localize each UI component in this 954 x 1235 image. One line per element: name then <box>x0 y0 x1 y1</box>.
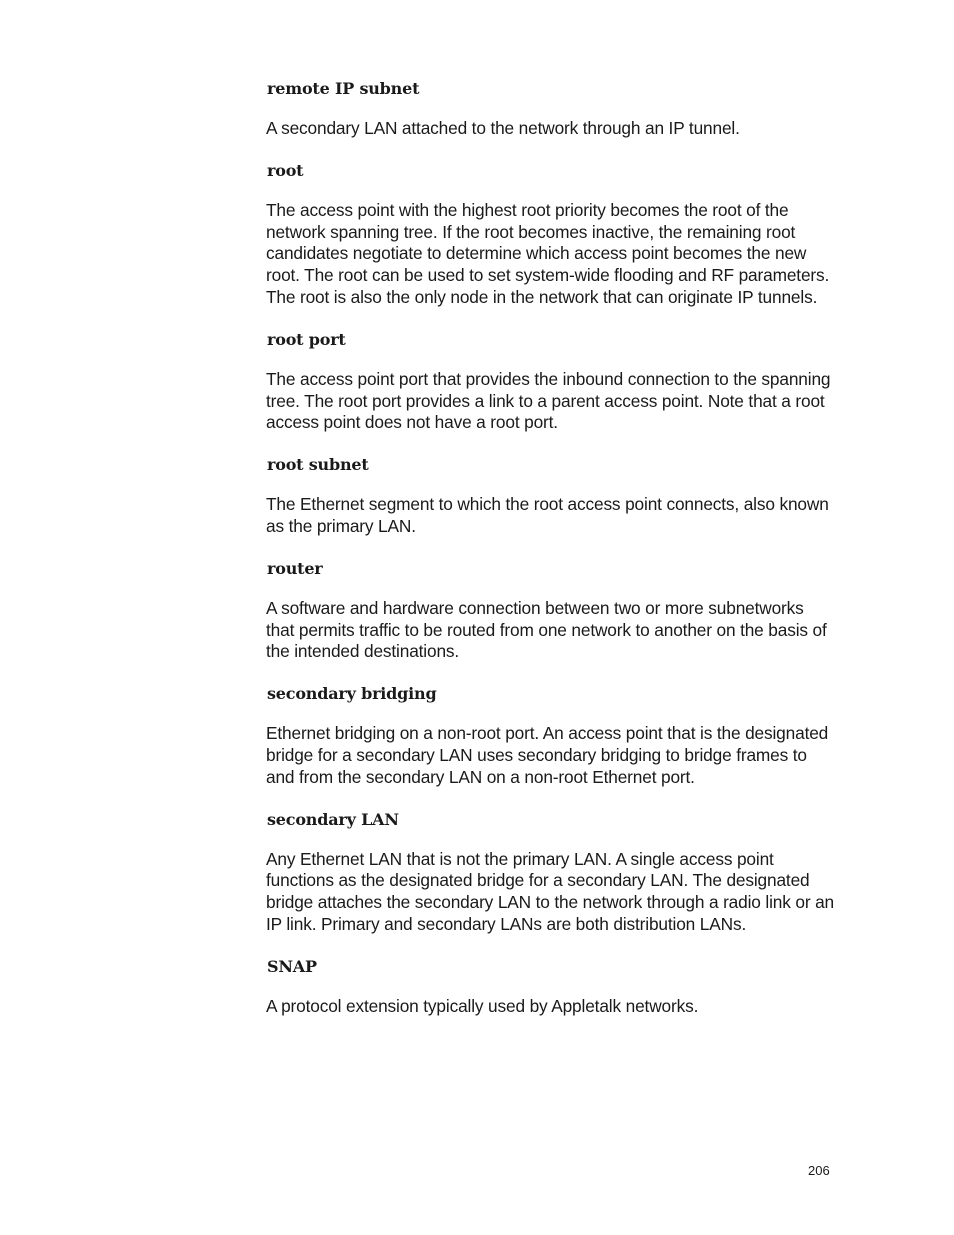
glossary-definition: A software and hardware connection between two or more subnetworks that permits traffic to be routed from one network to another on the basis of the intended destinations. <box>266 597 827 662</box>
glossary-term: remote IP subnet <box>267 79 420 98</box>
glossary-definition: Ethernet bridging on a non-root port. An access point that is the designated bridge for a secondary LAN uses secondary bridging to bridge frames to and from the secondary LAN on a non-root Ethernet port. <box>266 723 829 787</box>
glossary-definition: The access point with the highest root priority becomes the root of the network spanning tree. If the root becomes inactive, the remaining root candidates negotiate to determine which access point becomes the new root. The root can be used to set system-wide flooding and RF parameters. The root is also the only node in the network that can originate IP tunnels. <box>266 199 830 307</box>
glossary-definition: Any Ethernet LAN that is not the primary LAN. A single access point functions as the designated bridge for a secondary LAN. The designated bridge attaches the secondary LAN to the network through a radio link or an IP link. Primary and secondary LANs are both distribution LANs. <box>266 848 835 934</box>
glossary-definition: A secondary LAN attached to the network through an IP tunnel. <box>266 118 740 138</box>
glossary-term: router <box>267 558 323 578</box>
glossary-term: secondary bridging <box>267 684 437 704</box>
glossary-content <box>266 78 836 1038</box>
page-number: 206 <box>808 1163 830 1178</box>
glossary-term: SNAP <box>267 956 317 976</box>
glossary-definition: The Ethernet segment to which the root access point connects, also known as the primary LAN. <box>266 494 829 536</box>
glossary-term: root <box>267 160 304 180</box>
glossary-term: root subnet <box>267 455 369 475</box>
glossary-term: secondary LAN <box>267 809 399 829</box>
glossary-term: root port <box>267 329 346 349</box>
glossary-definition: The access point port that provides the inbound connection to the spanning tree. The root port provides a link to a parent access point. Note that a root access point does not have a root port. <box>266 368 831 433</box>
glossary-definition: A protocol extension typically used by Appletalk networks. <box>266 995 699 1016</box>
